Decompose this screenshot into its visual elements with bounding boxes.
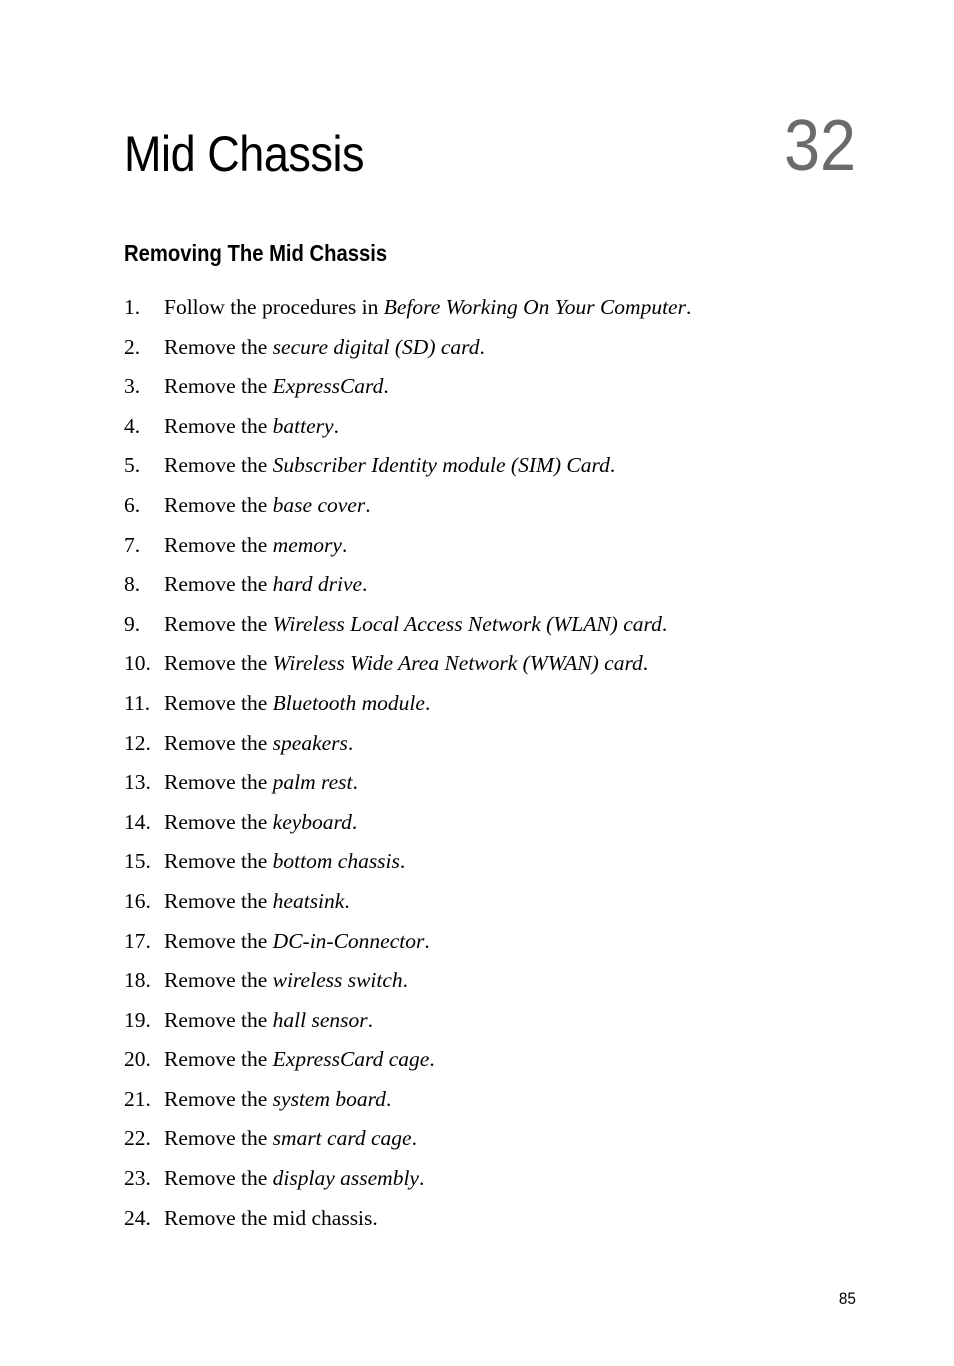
step-text: Remove the <box>164 968 273 993</box>
step-text: Remove the <box>164 1007 273 1032</box>
procedure-step <box>124 925 691 965</box>
procedure-step <box>124 331 691 371</box>
step-punctuation: . <box>685 295 692 319</box>
step-text: Remove the mid chassis. <box>164 1205 378 1230</box>
step-text: Remove the <box>164 1166 273 1191</box>
step-number: 13. <box>124 770 151 795</box>
step-punctuation: . <box>352 770 358 795</box>
procedure-step <box>124 1162 691 1202</box>
step-punctuation: . <box>402 968 409 993</box>
step-cross-reference: keyboard <box>272 809 352 834</box>
step-punctuation: . <box>383 374 389 399</box>
step-number: 23. <box>124 1166 151 1191</box>
step-number: 2. <box>124 334 141 359</box>
procedure-step <box>124 568 691 608</box>
procedure-step <box>124 885 691 925</box>
procedure-step <box>124 806 691 846</box>
step-number: 10. <box>124 651 151 676</box>
step-punctuation: . <box>333 413 339 438</box>
step-number: 14. <box>124 809 151 834</box>
procedure-step <box>124 687 691 727</box>
step-number: 4. <box>124 413 141 438</box>
step-text: Remove the <box>164 888 273 913</box>
step-punctuation: . <box>661 611 668 636</box>
step-number: 1. <box>124 295 141 319</box>
procedure-step <box>124 766 691 806</box>
step-punctuation: . <box>424 928 430 953</box>
step-text: Remove the <box>164 690 273 715</box>
step-punctuation: . <box>399 849 406 874</box>
procedure-steps-list <box>124 291 691 1241</box>
step-text: Remove the <box>164 928 273 953</box>
step-cross-reference: DC-in-Connector <box>272 928 425 953</box>
step-punctuation: . <box>424 690 431 715</box>
step-cross-reference: ExpressCard cage <box>272 1047 430 1072</box>
step-cross-reference: Before Working On Your Computer <box>383 295 686 319</box>
step-punctuation: . <box>351 809 358 834</box>
step-punctuation: . <box>362 572 368 597</box>
step-text: Remove the <box>164 413 273 438</box>
step-text: Remove the <box>164 809 273 834</box>
procedure-step <box>124 845 691 885</box>
procedure-step <box>124 1043 691 1083</box>
step-cross-reference: bottom chassis <box>272 849 400 874</box>
step-cross-reference: system board <box>272 1086 386 1111</box>
step-text: Remove the <box>164 1086 273 1111</box>
chapter-number: 32 <box>783 106 856 186</box>
procedure-step <box>124 1122 691 1162</box>
procedure-step <box>124 647 691 687</box>
step-punctuation: . <box>411 1126 417 1151</box>
procedure-step <box>124 608 691 648</box>
step-number: 3. <box>124 374 141 399</box>
step-text: Remove the <box>164 611 273 636</box>
step-cross-reference: palm rest <box>272 770 353 795</box>
step-cross-reference: ExpressCard <box>272 374 384 399</box>
procedure-step <box>124 1083 691 1123</box>
step-cross-reference: battery <box>272 413 334 438</box>
step-punctuation: . <box>609 453 616 478</box>
step-text: Remove the <box>164 374 273 399</box>
step-number: 12. <box>124 730 151 755</box>
step-cross-reference: secure digital (SD) card <box>272 334 480 359</box>
step-punctuation: . <box>341 532 348 557</box>
procedure-step <box>124 489 691 529</box>
chapter-title: Mid Chassis <box>124 126 365 182</box>
procedure-step <box>124 291 691 331</box>
step-number: 21. <box>124 1086 151 1111</box>
step-number: 16. <box>124 888 151 913</box>
step-cross-reference: display assembly <box>272 1166 419 1191</box>
page-number: 85 <box>838 1289 856 1308</box>
step-cross-reference: memory <box>272 532 342 557</box>
procedure-step <box>124 1202 691 1242</box>
step-punctuation: . <box>385 1086 392 1111</box>
step-text: Remove the <box>164 730 273 755</box>
step-punctuation: . <box>642 651 649 676</box>
step-number: 22. <box>124 1126 151 1151</box>
step-cross-reference: smart card cage <box>272 1126 412 1151</box>
step-text: Remove the <box>164 492 273 517</box>
step-number: 19. <box>124 1007 151 1032</box>
procedure-step <box>124 449 691 489</box>
procedure-step <box>124 370 691 410</box>
step-number: 18. <box>124 968 151 993</box>
step-cross-reference: Subscriber Identity module (SIM) Card <box>272 453 610 478</box>
step-cross-reference: speakers <box>272 730 348 755</box>
step-punctuation: . <box>479 334 485 359</box>
step-text: Remove the <box>164 1126 273 1151</box>
step-text: Follow the procedures in <box>164 295 384 319</box>
step-cross-reference: wireless switch <box>272 968 403 993</box>
step-punctuation: . <box>365 492 371 517</box>
step-text: Remove the <box>164 1047 273 1072</box>
step-number: 17. <box>124 928 151 953</box>
step-punctuation: . <box>347 730 354 755</box>
procedure-step <box>124 529 691 569</box>
step-cross-reference: Wireless Wide Area Network (WWAN) card <box>272 651 643 676</box>
step-number: 11. <box>124 690 151 715</box>
step-text: Remove the <box>164 849 273 874</box>
step-punctuation: . <box>367 1007 374 1032</box>
step-text: Remove the <box>164 651 273 676</box>
section-title: Removing The Mid Chassis <box>124 240 388 266</box>
step-cross-reference: base cover <box>272 492 366 517</box>
step-text: Remove the <box>164 334 273 359</box>
procedure-step <box>124 964 691 1004</box>
step-number: 15. <box>124 849 151 874</box>
step-text: Remove the <box>164 532 273 557</box>
step-number: 9. <box>124 611 141 636</box>
step-punctuation: . <box>418 1166 425 1191</box>
procedure-step <box>124 1004 691 1044</box>
step-number: 5. <box>124 453 141 478</box>
step-text: Remove the <box>164 453 273 478</box>
procedure-step <box>124 727 691 767</box>
step-number: 6. <box>124 492 141 517</box>
step-cross-reference: Bluetooth module <box>272 690 425 715</box>
step-cross-reference: heatsink <box>272 888 345 913</box>
step-cross-reference: hall sensor <box>272 1007 368 1032</box>
procedure-step <box>124 410 691 450</box>
step-number: 24. <box>124 1205 151 1230</box>
step-cross-reference: Wireless Local Access Network (WLAN) card <box>272 611 662 636</box>
step-number: 20. <box>124 1047 151 1072</box>
step-text: Remove the <box>164 770 273 795</box>
step-cross-reference: hard drive <box>272 572 363 597</box>
step-number: 8. <box>124 572 141 597</box>
step-text: Remove the <box>164 572 273 597</box>
step-punctuation: . <box>429 1047 435 1072</box>
step-punctuation: . <box>344 888 350 913</box>
step-number: 7. <box>124 532 141 557</box>
